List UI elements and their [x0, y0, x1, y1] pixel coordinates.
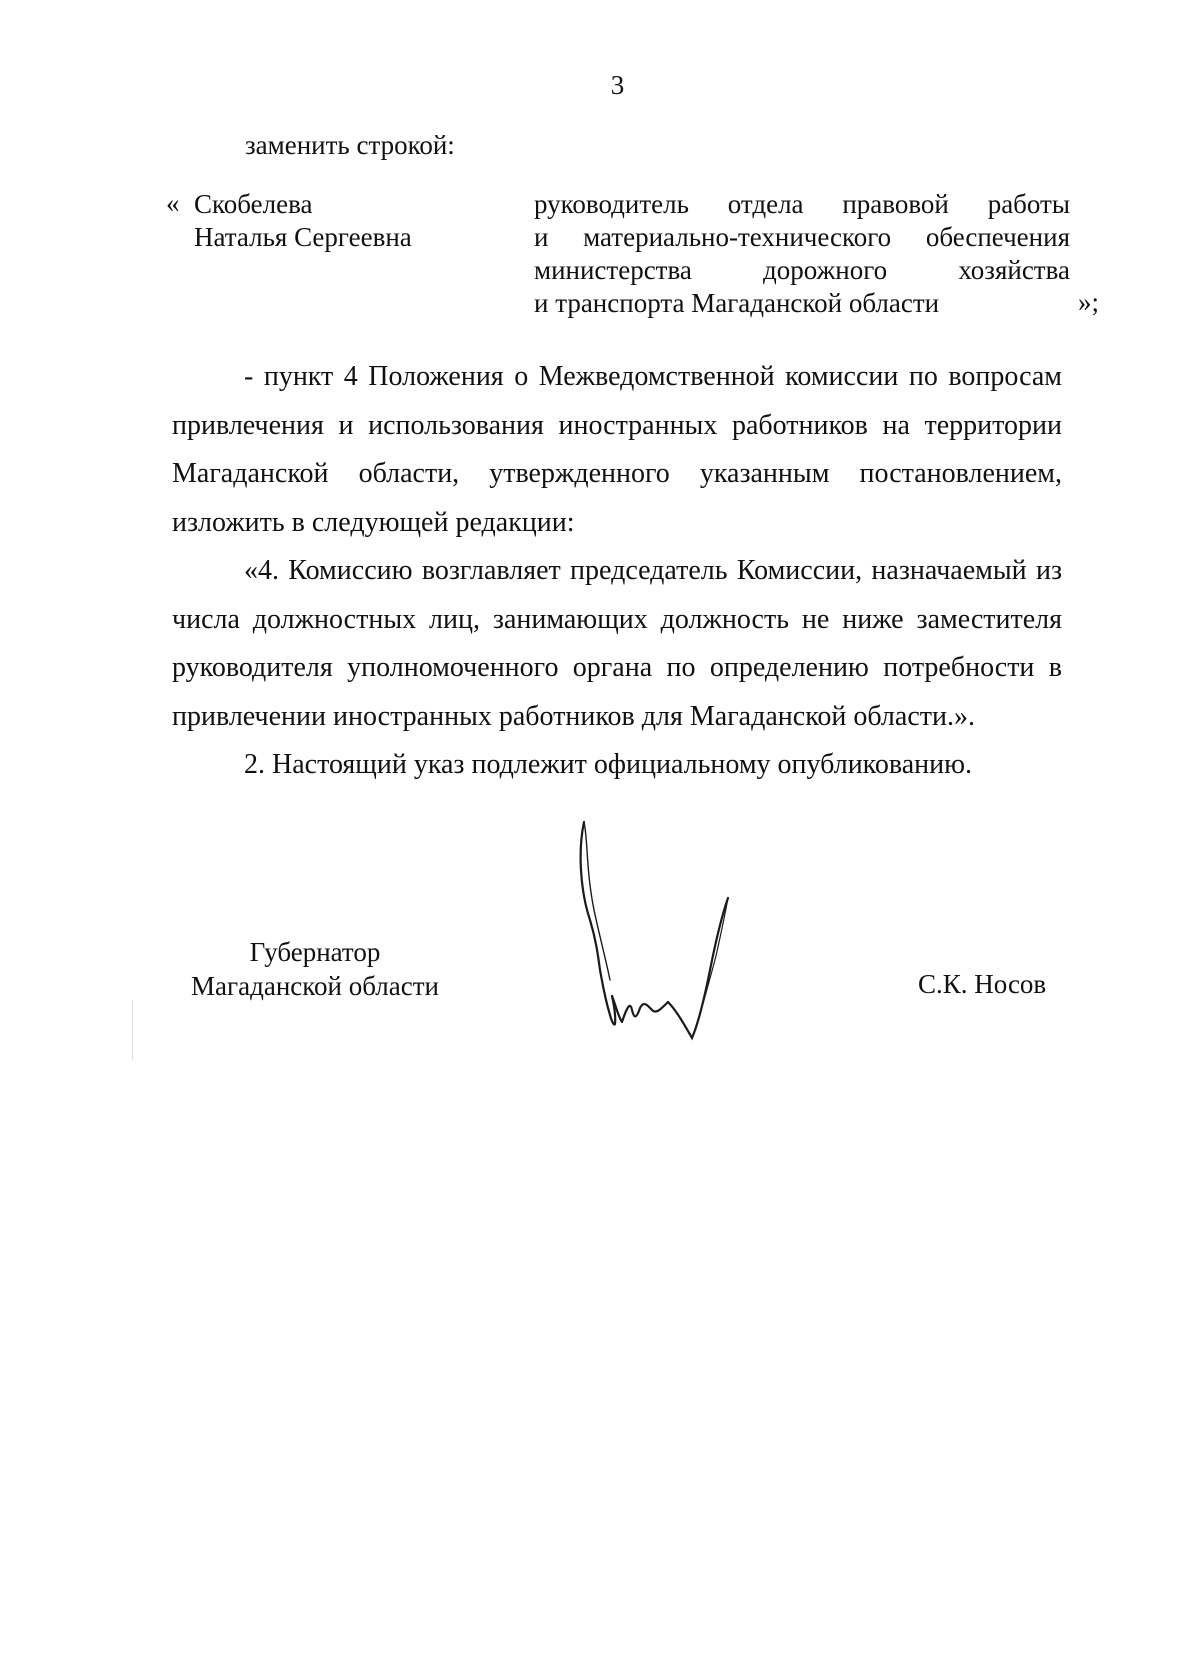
scan-edge-mark — [132, 1000, 133, 1060]
signatory-title-line1: Губернатор — [249, 937, 381, 967]
signatory-name: С.К. Носов — [918, 969, 1047, 999]
signatory-title-line2: Магаданской области — [191, 971, 439, 1001]
paragraph-new-clause-4: «4. Комиссию возглавляет председатель Комиссии, назначаемый из числа должностных лиц, занимающих должность не ниже заместителя руководителя уполномоченного органа по определению потребности в привлечении иностранных работников для Магаданской области.». — [172, 555, 1062, 732]
page-number: 3 — [610, 70, 625, 100]
paragraph-amendment-clause: - пункт 4 Положения о Межведомственной комиссии по вопросам привлечения и использования иностранных работников на территории Магаданской области, утвержденного указанным постановлением, изложить в следующей редакции: — [172, 361, 1062, 538]
paragraph-publication: 2. Настоящий указ подлежит официальному опубликованию. — [244, 749, 973, 780]
body-text — [172, 353, 1062, 790]
entry-surname: Скобелева — [194, 189, 313, 219]
entry-person-name — [194, 188, 412, 254]
entry-position-line: и материально-технического обеспечения — [534, 222, 1070, 252]
entry-quote-close: »; — [1078, 287, 1100, 317]
entry-position — [534, 188, 1070, 320]
entry-position-line: министерства дорожного хозяйства — [534, 255, 1070, 285]
entry-position-line: и транспорта Магаданской области — [534, 288, 940, 318]
signatory-title — [180, 935, 450, 1003]
intro-line: заменить строкой: — [245, 130, 455, 160]
entry-quote-open: « — [166, 188, 180, 218]
handwritten-signature — [560, 810, 780, 1060]
entry-position-line: руководитель отдела правовой работы — [534, 189, 1070, 219]
entry-given-names: Наталья Сергеевна — [194, 222, 412, 252]
